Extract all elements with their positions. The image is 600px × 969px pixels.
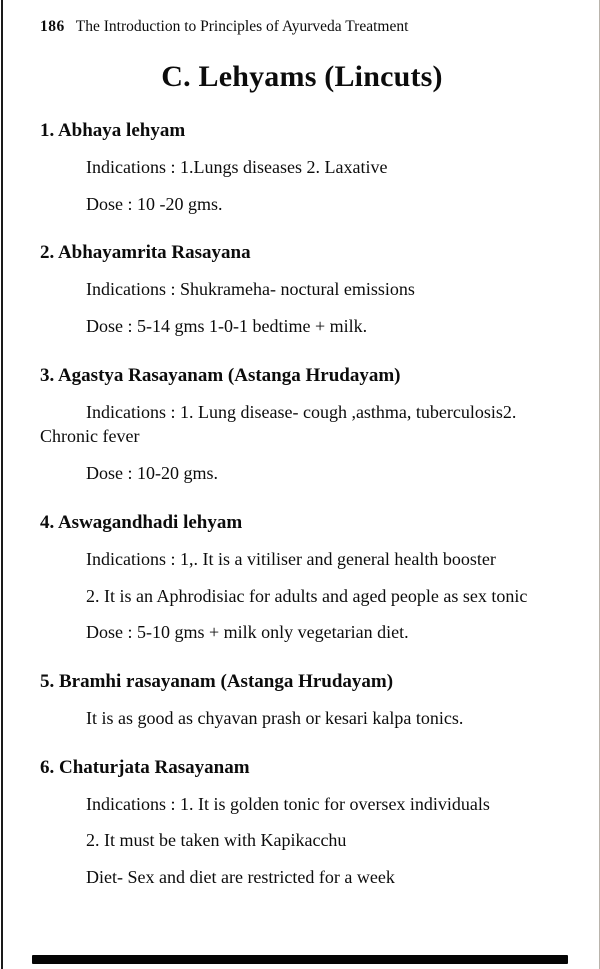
entry — [40, 670, 564, 731]
entry-paragraph: Indications : 1.Lungs diseases 2. Laxative — [86, 156, 388, 177]
page-header — [40, 18, 564, 36]
bottom-scan-bar — [32, 955, 568, 964]
entries-list — [40, 119, 564, 890]
entry-heading: 1. Abhaya lehyam — [40, 120, 186, 141]
entry — [40, 511, 564, 645]
entry-paragraph: It is as good as chyavan prash or kesari kalpa tonics. — [86, 708, 464, 729]
running-title: The Introduction to Principles of Ayurveda Treatment — [75, 18, 409, 35]
entry-paragraph: Diet- Sex and diet are restricted for a week — [86, 867, 395, 888]
entry-paragraph: Dose : 10-20 gms. — [86, 463, 218, 484]
entry-heading: 3. Agastya Rasayanam (Astanga Hrudayam) — [40, 364, 401, 386]
entry-paragraph: 2. It must be taken with Kapikacchu — [86, 830, 347, 851]
entry — [40, 119, 564, 216]
entry — [40, 241, 564, 338]
entry-paragraph: 2. It is an Aphrodisiac for adults and aged people as sex tonic — [86, 585, 528, 606]
page-number: 186 — [40, 18, 65, 35]
entry-heading: 6. Chaturjata Rasayanam — [40, 756, 250, 778]
section-title: C. Lehyams (Lincuts) — [161, 60, 443, 93]
entry — [40, 364, 564, 486]
entry-paragraph: Indications : 1. Lung disease- cough ,asthma, tuberculosis2. Chronic fever — [40, 401, 517, 447]
entry-paragraph: Indications : 1. It is golden tonic for oversex individuals — [86, 793, 490, 814]
scan-edge-left — [1, 0, 3, 969]
entry-paragraph: Indications : 1,. It is a vitiliser and general health booster — [86, 548, 496, 569]
entry-heading: 4. Aswagandhadi lehyam — [40, 512, 243, 534]
entry-paragraph: Dose : 5-14 gms 1-0-1 bedtime + milk. — [86, 315, 368, 336]
entry-paragraph: Dose : 10 -20 gms. — [86, 193, 223, 214]
entry-paragraph: Dose : 5-10 gms + milk only vegetarian diet. — [86, 622, 409, 643]
entry — [40, 756, 564, 890]
entry-heading: 5. Bramhi rasayanam (Astanga Hrudayam) — [40, 671, 394, 693]
entry-paragraph: Indications : Shukrameha- noctural emissions — [86, 279, 415, 300]
entry-heading: 2. Abhayamrita Rasayana — [40, 242, 251, 264]
